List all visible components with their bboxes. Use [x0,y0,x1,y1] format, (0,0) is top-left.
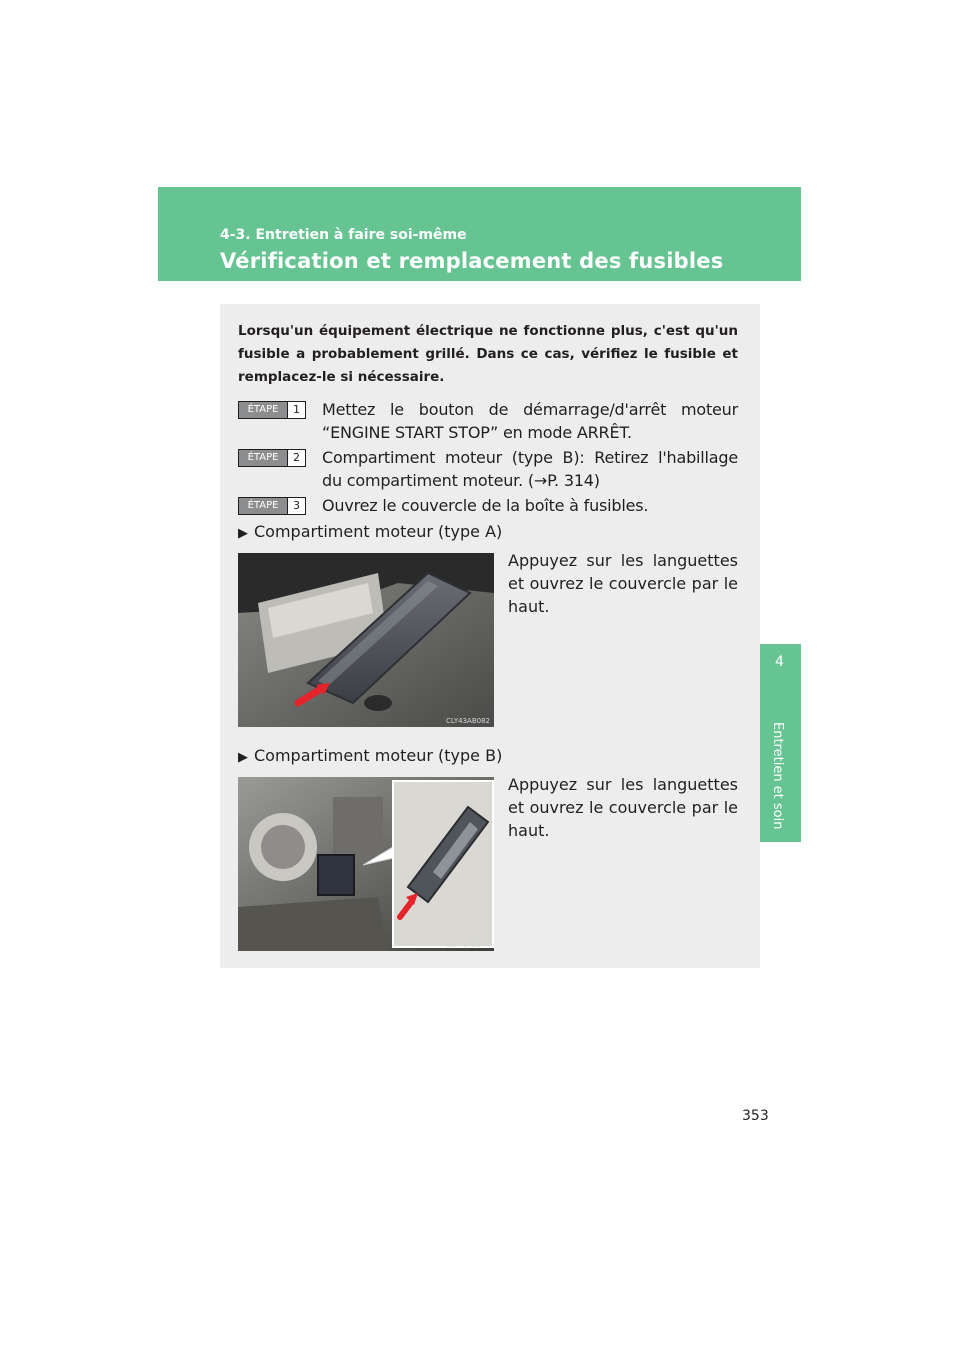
image-code: CLY43AB082 [446,717,490,725]
step-text: Mettez le bouton de démarrage/d'arrêt moteur “ENGINE START STOP” en mode ARRÊT. [322,400,738,442]
step-badge-number: 3 [287,498,305,514]
step-badge-word: ÉTAPE [239,450,287,466]
chapter-tab [758,644,801,842]
bullet-text: Compartiment moteur (type B) [254,746,503,765]
caption-type-a: Appuyez sur les languettes et ouvrez le couvercle par le haut. [508,551,738,616]
caption-type-b: Appuyez sur les languettes et ouvrez le couvercle par le haut. [508,775,738,840]
step-3 [238,494,738,517]
engine-type-a-illustration [238,553,494,727]
header-band [158,187,801,281]
triangle-bullet-icon: ▶ [238,526,248,541]
content-box [220,304,760,968]
step-badge [238,497,306,515]
page-number: 353 [742,1108,769,1124]
step-badge-word: ÉTAPE [239,498,287,514]
photo-engine-type-a [238,553,494,727]
intro-text: Lorsqu'un équipement électrique ne fonctionne plus, c'est qu'un fusible a probablement grillé. Dans ce cas, vérifiez le fusible et remplacez-le si nécessaire. [238,323,738,385]
triangle-bullet-icon: ▶ [238,750,248,765]
bullet-text: Compartiment moteur (type A) [254,522,503,541]
photo-engine-type-b [238,777,494,951]
engine-type-b-illustration [238,777,494,951]
page-title: Vérification et remplacement des fusibles [220,249,724,273]
step-text: Compartiment moteur (type B): Retirez l'habillage du compartiment moteur. (→P. 314) [322,448,738,490]
step-badge-number: 1 [287,402,305,418]
step-badge-word: ÉTAPE [239,402,287,418]
section-label: 4-3. Entretien à faire soi-même [220,227,467,243]
step-badge-number: 2 [287,450,305,466]
chapter-title: Entretien et soin [770,722,785,830]
step-text: Ouvrez le couvercle de la boîte à fusibles. [322,496,649,515]
chapter-number: 4 [775,654,784,670]
section-bullet-type-b [238,744,502,769]
step-badge [238,401,306,419]
step-2 [238,446,738,492]
image-code: CLY43AB174 [446,941,490,949]
step-badge [238,449,306,467]
section-bullet-type-a [238,520,502,545]
step-1 [238,398,738,444]
